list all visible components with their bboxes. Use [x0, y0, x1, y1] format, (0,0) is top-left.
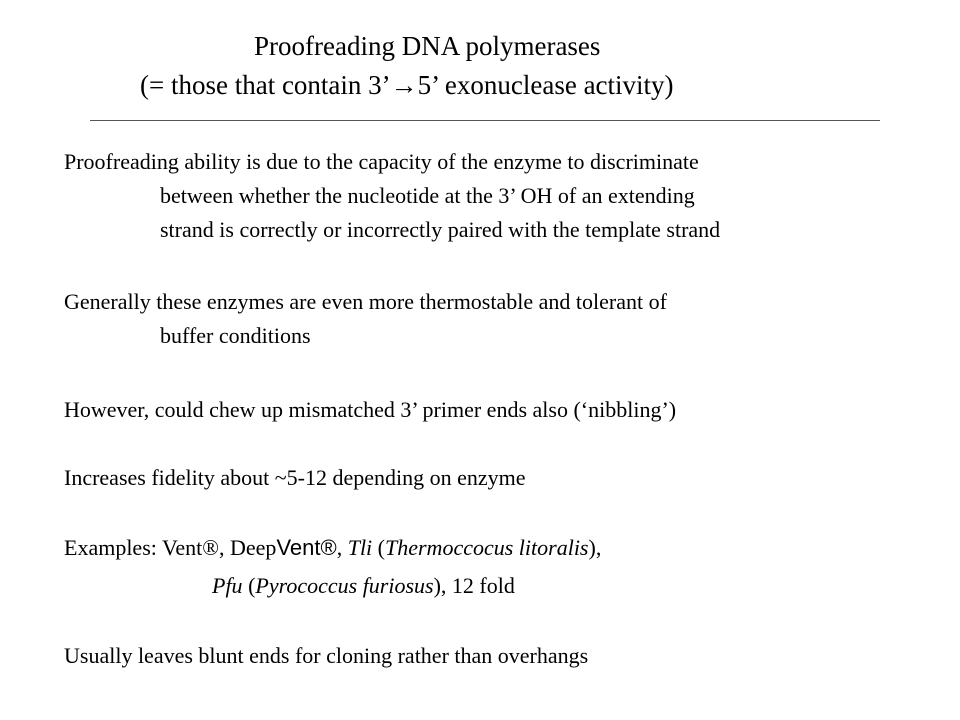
- paragraph-thermostable-line-1: Generally these enzymes are even more thermostable and tolerant of: [64, 289, 667, 314]
- examples-open-paren-2: (: [242, 573, 256, 598]
- paragraph-nibbling: However, could chew up mismatched 3’ primer ends also (‘nibbling’): [64, 397, 677, 422]
- examples-pfu-species: Pyrococcus furiosus: [255, 573, 434, 598]
- paragraph-blunt-ends: Usually leaves blunt ends for cloning rather than overhangs: [64, 643, 589, 668]
- title-divider: [90, 120, 880, 121]
- examples-deepvent-suffix: Vent®: [276, 535, 337, 560]
- slide-title: Proofreading DNA polymerases: [254, 31, 601, 61]
- slide-subtitle: (= those that contain 3’→5’ exonuclease activity): [140, 70, 674, 100]
- examples-close-paren-1: ),: [588, 535, 602, 560]
- examples-tli: Tli: [347, 535, 373, 560]
- paragraph-examples-line-1: [64, 534, 601, 562]
- examples-close-paren-2: ), 12 fold: [433, 573, 515, 598]
- paragraph-thermostable-line-2: buffer conditions: [160, 323, 311, 348]
- examples-pfu: Pfu: [212, 573, 243, 598]
- paragraph-proofreading-line-2: between whether the nucleotide at the 3’ OH of an extending: [160, 183, 695, 208]
- examples-open-paren-1: (: [372, 535, 385, 560]
- paragraph-proofreading-line-1: Proofreading ability is due to the capacity of the enzyme to discriminate: [64, 149, 699, 174]
- examples-tli-species: Thermoccocus litoralis: [385, 535, 589, 560]
- paragraph-examples-line-2: [212, 572, 515, 600]
- examples-comma: ,: [336, 535, 348, 560]
- paragraph-fidelity: Increases fidelity about ~5-12 depending on enzyme: [64, 465, 526, 490]
- paragraph-proofreading-line-3: strand is correctly or incorrectly paired with the template strand: [160, 217, 721, 242]
- examples-prefix: Examples: Vent®, Deep: [64, 535, 277, 560]
